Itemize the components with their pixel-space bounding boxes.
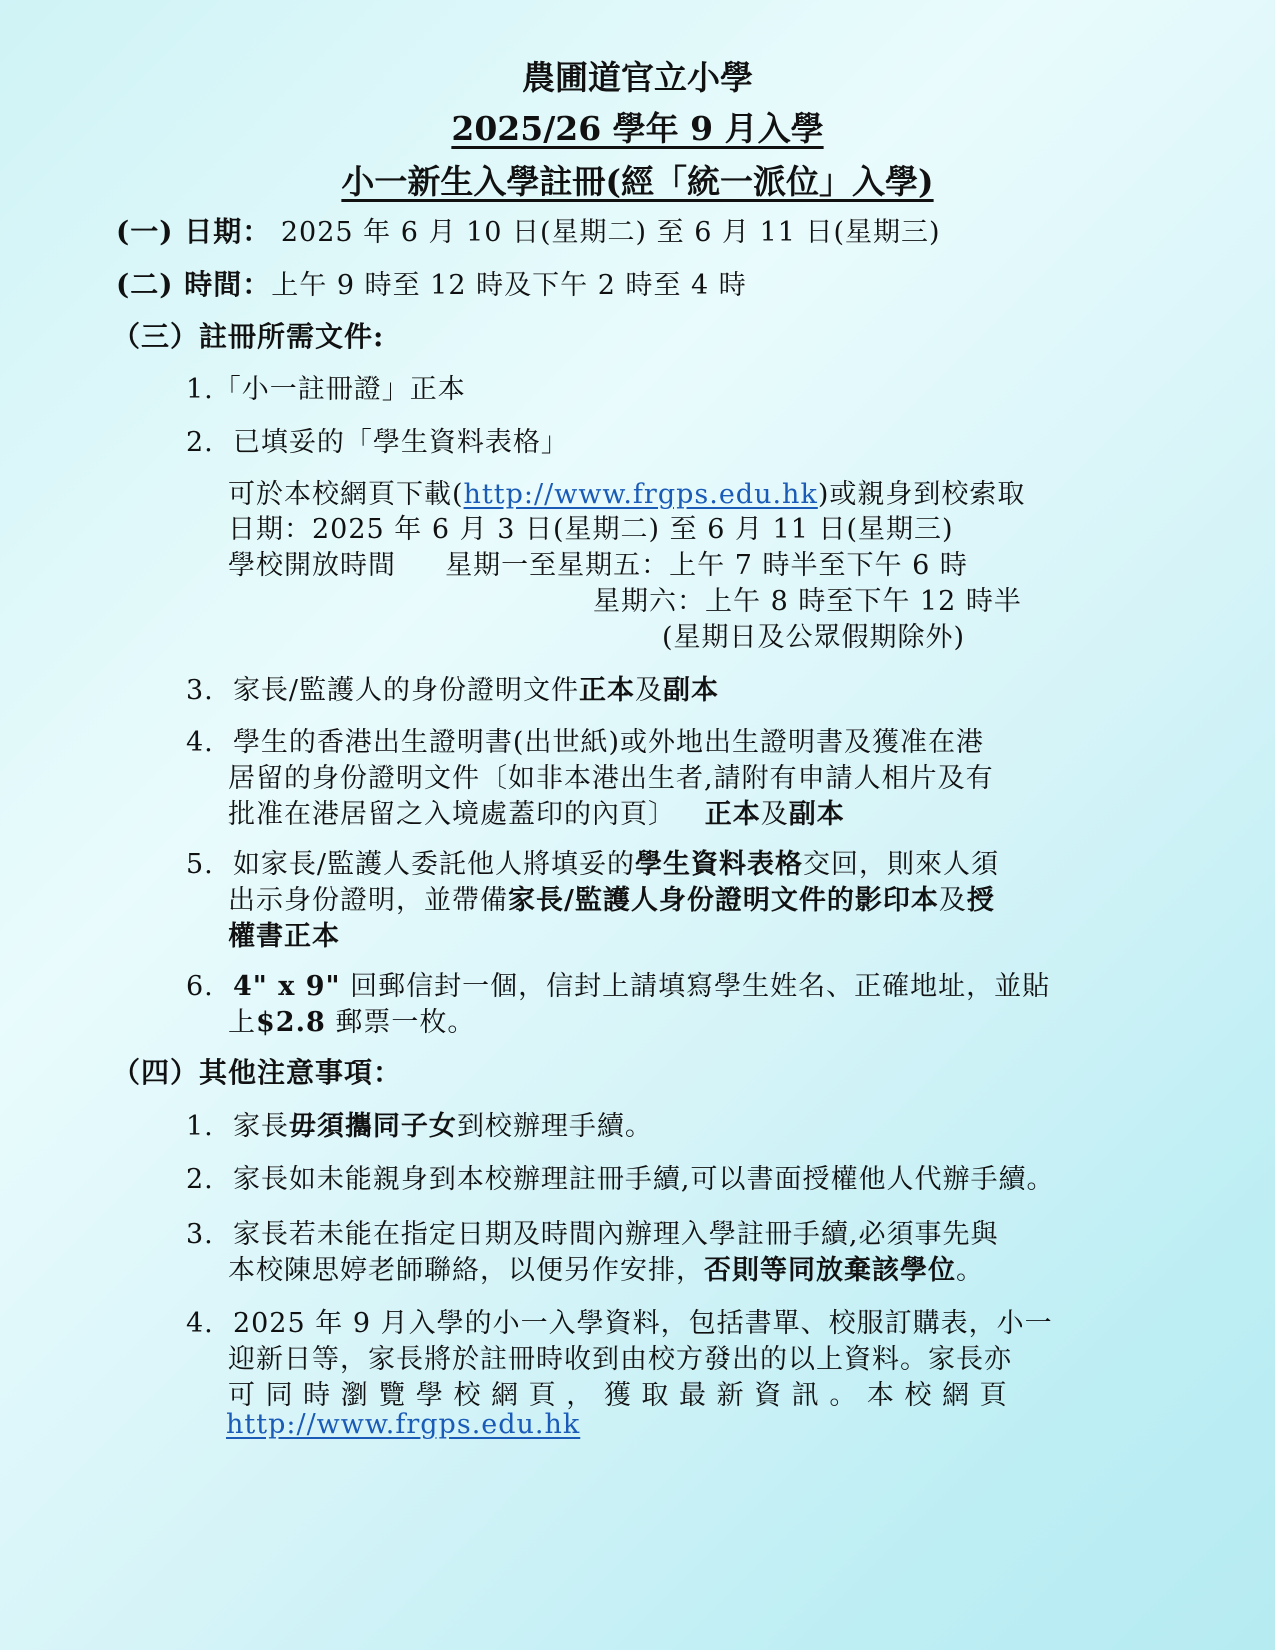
doc-item-3: 3. 家長/監護人的身份證明文件正本及副本: [186, 675, 720, 706]
section-time: [116, 263, 747, 303]
doc-item-6-line2: 上$2.8 郵票一枚。: [228, 1007, 476, 1038]
doc-item-5-line3: 權書正本: [228, 921, 340, 952]
section-documents-heading: （三）註冊所需文件:: [112, 320, 385, 353]
section-date-value: 2025 年 6 月 10 日(星期二) 至 6 月 11 日(星期三): [280, 217, 941, 248]
section-time-value: 上午 9 時至 12 時及下午 2 時至 4 時: [271, 270, 747, 301]
doc-item-1: 1.「小一註冊證」正本: [186, 374, 466, 405]
section-date: [116, 210, 941, 250]
note-item-2: 2. 家長如未能親身到本校辦理註冊手續,可以書面授權他人代辦手續。: [186, 1164, 1055, 1195]
doc-item-4-line2: 居留的身份證明文件〔如非本港出生者,請附有申請人相片及有: [228, 763, 994, 794]
doc-item-2: 2. 已填妥的「學生資料表格」: [186, 427, 569, 458]
note-item-4-line3: 可 同 時 瀏 覽 學 校 網 頁 ， 獲 取 最 新 資 訊 。 本 校 網 頁: [228, 1380, 1008, 1411]
note-item-4-link-line: [226, 1409, 580, 1440]
doc-item-2-download: 可於本校網頁下載(http://www.frgps.edu.hk)或親身到校索取: [228, 479, 1026, 510]
note-item-4-line2: 迎新日等，家長將於註冊時收到由校方發出的以上資料。家長亦: [228, 1344, 1012, 1375]
school-year-title: 2025/26 學年 9 月入學: [451, 109, 824, 148]
doc-item-4: 4. 學生的香港出生證明書(出世紙)或外地出生證明書及獲准在港: [186, 727, 985, 758]
doc-item-5-line2: 出示身份證明，並帶備家長/監護人身份證明文件的影印本及授: [228, 885, 995, 916]
doc-item-6: 6. 4" x 9" 回郵信封一個，信封上請填寫學生姓名、正確地址，並貼: [186, 971, 1051, 1002]
section-notes-heading: （四）其他注意事項：: [112, 1056, 403, 1089]
school-name-title: 農圃道官立小學: [522, 58, 753, 97]
doc-item-2-hours-saturday: 星期六：上午 8 時至下午 12 時半: [593, 586, 1022, 617]
school-website-link-footer[interactable]: http://www.frgps.edu.hk: [226, 1409, 581, 1440]
doc-item-2-hours: 學校開放時間 星期一至星期五：上午 7 時半至下午 6 時: [228, 550, 968, 581]
note-item-4: 4. 2025 年 9 月入學的小一入學資料，包括書單、校服訂購表，小一: [186, 1308, 1053, 1339]
section-time-label: (二) 時間：: [116, 268, 272, 301]
note-item-3: 3. 家長若未能在指定日期及時間內辦理入學註冊手續,必須事先與: [186, 1219, 999, 1250]
doc-item-2-hours-note: (星期日及公眾假期除外): [662, 622, 966, 653]
section-date-label: (一) 日期：: [116, 215, 272, 248]
doc-item-5: 5. 如家長/監護人委託他人將填妥的學生資料表格交回，則來人須: [186, 849, 1000, 880]
note-item-1: 1. 家長毋須攜同子女到校辦理手續。: [186, 1111, 653, 1142]
school-website-link[interactable]: http://www.frgps.edu.hk: [463, 479, 818, 510]
doc-item-2-date: 日期：2025 年 6 月 3 日(星期二) 至 6 月 11 日(星期三): [228, 514, 954, 545]
note-item-3-line2: 本校陳思婷老師聯絡，以便另作安排，否則等同放棄該學位。: [228, 1255, 984, 1286]
registration-title: 小一新生入學註冊(經「統一派位」入學): [341, 162, 934, 201]
doc-item-4-line3: 批准在港居留之入境處蓋印的內頁〕 正本及副本: [228, 799, 845, 830]
